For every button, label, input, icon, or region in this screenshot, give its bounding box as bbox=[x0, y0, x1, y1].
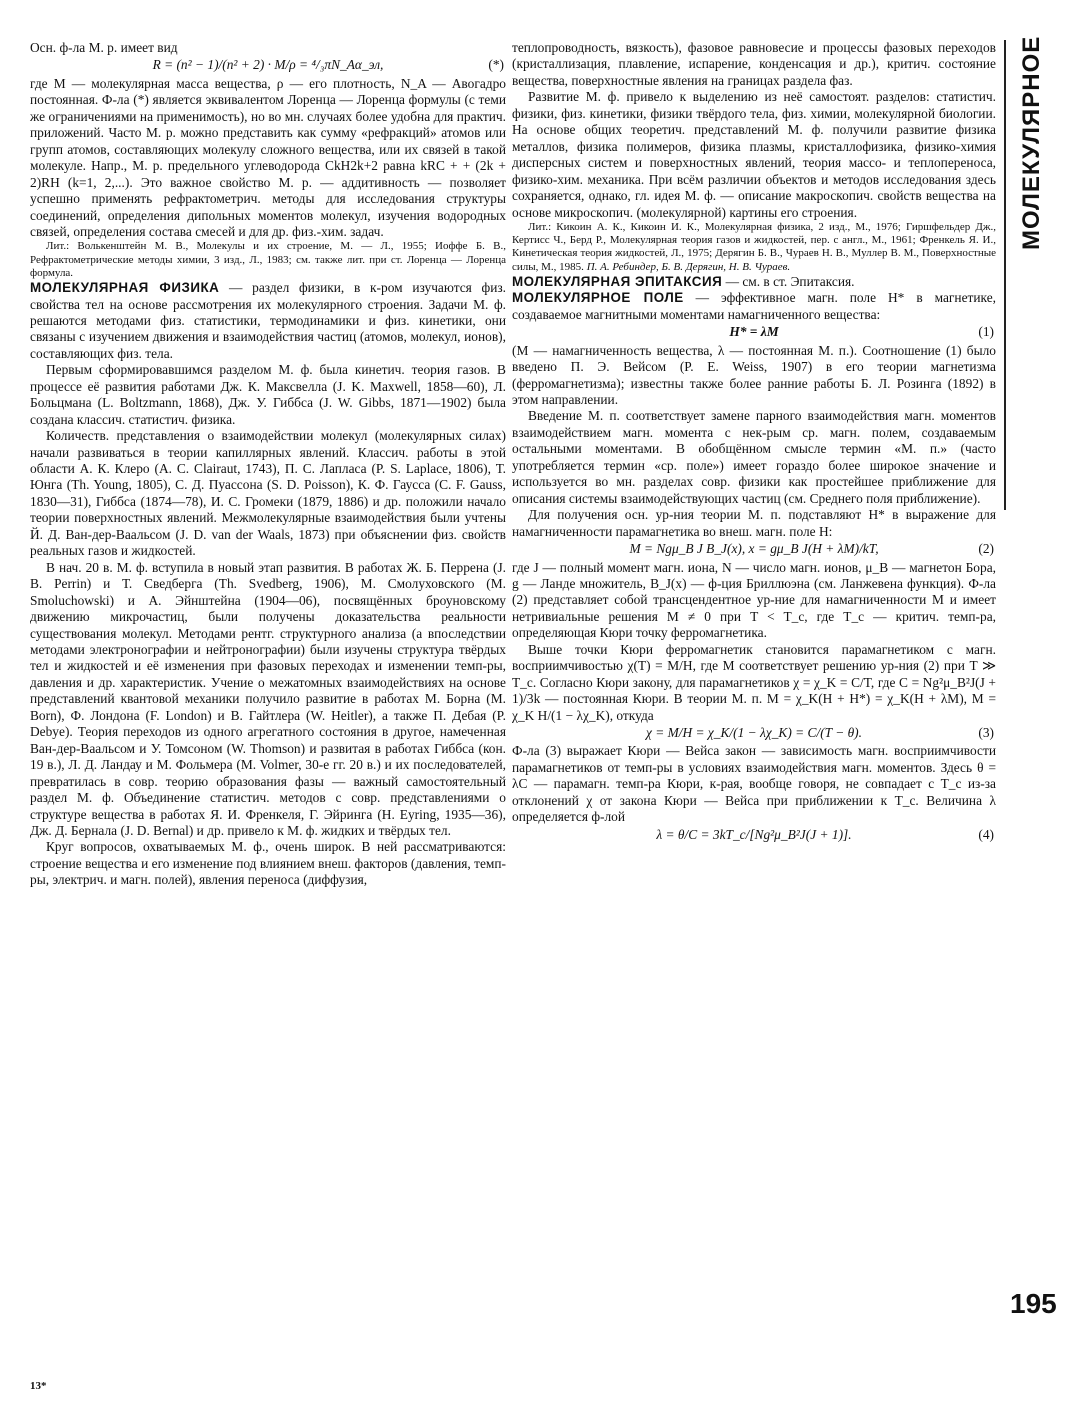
formula-refraction bbox=[30, 57, 506, 73]
paragraph-weiss: (M — намагниченность вещества, λ — постоянная М. п.). Соотношение (1) было введено П. Э. Вейсом (P. E. Weiss, 1907) в его теории магнетизма (ферромагнетизма); известны также более ранние работы Б. Л. Розинга (1892) в этом направлении. bbox=[512, 342, 996, 407]
paragraph-20th-century: В нач. 20 в. М. ф. вступила в новый этап развития. В работах Ж. Б. Перрена (J. B. Perrin) и Т. Сведберга (Th. Svedberg, 1906), М. Смолуховского (M. Smoluchowski) и А. Эйнштейна (1904—06), посвящённых броуновскому движению микрочастиц, были получены доказательства реальности существования молекул. Методами рентг. структурного анализа (а впоследствии методами электронографии и нейтронографии) были изучены структура твёрдых тел и жидкостей и её изменения при фазовых переходах и изменении темп-ры, давления и др. характеристик. Учение о межатомных взаимодействиях на основе представлений квантовой механики получило развитие в работах М. Борна (M. Born), Ф. Лондона (F. London) и В. Гайтлера (W. Heitler), а также П. Дебая (P. Debye). Теория переходов из одного агрегатного состояния в другое, намеченная Ван-дер-Ваальсом и У. Томсоном (W. Thomson) и развитая в работах Гиббса (кон. 19 в.), Л. Д. Ландау и М. Фольмера (M. Volmer, 30-е гг. 20 в.) и их последователей, превратилась в совр. теорию образования фазы — важный самостоятельный раздел М. ф. Объединение статистич. методов с совр. представлениями о структуре вещества в работах Я. И. Френкеля, Г. Эйринга (H. Eyring, 1935—36), Дж. Д. Бернала (J. D. Bernal) и др. привело к М. ф. жидких и твёрдых тел. bbox=[30, 559, 506, 838]
paragraph-molecular-physics-def: — раздел физики, в к-ром изучаются физ. свойства тел на основе рассмотрения их молекулярного строения. Задачи М. ф. решаются методами физ. статистики, термодинамики и физ. кинетики, они связаны с изучением движения и взаимодействия частиц (атомов, молекул, ионов), составляющих физ. тела. bbox=[30, 280, 507, 361]
paragraph-curie-weiss: Ф-ла (3) выражает Кюри — Вейса закон — зависимость магн. восприимчивости парамагнетиков от темп-ры в условиях взаимодействия магн. моментов. Здесь θ = λC — парамагн. темп-ра Кюри, к-рая, вообще говоря, не совпадает с T_c из-за отклонений χ от закона Кюри — Вейса при приближении к T_c. Величина λ определяется ф-лой bbox=[512, 743, 996, 825]
literature-refraction: Лит.: Волькенштейн М. В., Молекулы и их строение, М. — Л., 1955; Иоффе Б. В., Рефрактометрические методы химии, 3 изд., Л., 1983; см. также лит. при ст. Лоренца — Лоренца формула. bbox=[30, 240, 506, 279]
formula-1-number: (1) bbox=[978, 324, 994, 340]
formula-3 bbox=[512, 725, 996, 741]
literature-molecular-physics bbox=[512, 221, 996, 274]
paragraph-refraction: где M — молекулярная масса вещества, ρ — его плотность, N_A — Авогадро постоянная. Ф-ла (*) является эквивалентом Лоренца — Лоренца формулы (с теми же ограничениями на применимость), но во мн. случаях более удобна для практич. приложений. Часто М. р. можно представить как сумму «рефракций» атомов или групп атомов, составляющих молекулу сложного вещества, или их связей в такой молекуле. Напр., М. р. предельного углеводорода CkH2k+2 равна kRC + + (2k + 2)RH (k=1, 2,...). Это важное свойство М. р. — аддитивность — позволяет успешно применять рефрактометрич. методы для исследования структуры соединений, определения дипольных моментов молекул, изучения водородных связей, определения состава смесей и для др. физ.-хим. задач. bbox=[30, 75, 506, 239]
running-head-title: МОЛЕКУЛЯРНОЕ bbox=[1018, 35, 1045, 250]
paragraph-scope-cont: теплопроводность, вязкость), фазовое равновесие и процессы фазовых переходов (кристаллизация, плавление, испарение, конденсация и др.), критич. состояние вещества, поверхностные явления на границах раздела фаз. bbox=[512, 40, 996, 88]
literature-list: Лит.: Кикоин А. К., Кикоин И. К., Молекулярная физика, 2 изд., М., 1976; Гиршфельдер Дж., Кертисс Ч., Берд Р., Молекулярная теория газов и жидкостей, пер. с англ., М., 1961; Френкель Я. И., Кинетическая теория жидкостей, Л., 1975; Дерягин Б. В., Чураев Н. В., Муллер В. М., Поверхностные силы, М., 1985. bbox=[512, 220, 996, 273]
entry-molecular-physics bbox=[30, 280, 506, 362]
paragraph-molecular-field-def: — эффективное магн. поле H* в магнетике, создаваемое магнитными моментами намагниченного вещества: bbox=[512, 290, 996, 322]
literature-authors: П. А. Ребиндер, Б. В. Дерягин, Н. В. Чураев. bbox=[586, 260, 791, 273]
intro-line: Осн. ф-ла М. р. имеет вид bbox=[30, 40, 178, 55]
formula-3-body: χ = M/H = χ_K/(1 − λχ_K) = C/(T − θ). bbox=[646, 725, 862, 741]
formula-1 bbox=[512, 324, 996, 340]
formula-4 bbox=[512, 827, 996, 843]
paragraph-basic-equation: Для получения осн. ур-ния теории М. п. подставляют H* в выражение для намагниченности парамагнетика во внеш. магн. поле H: bbox=[512, 507, 996, 539]
paragraph-curie-point: Выше точки Кюри ферромагнетик становится парамагнетиком с магн. восприимчивостью χ(T) = M/H, где M соответствует решению ур-ния (2) при T ≫ T_c. Согласно Кюри закону, для парамагнетиков χ = χ_K = C/T, где C = Ng²μ_B²J(J + 1)/3k — постоянная Кюри. В теории М. п. M = χ_K(H + H*) = χ_K(H + λM), M = χ_K H/(1 − λχ_K), откуда bbox=[512, 641, 996, 723]
paragraph-brillouin: где J — полный момент магн. иона, N — число магн. ионов, μ_B — магнетон Бора, g — Ланде множитель, B_J(x) — ф-ция Бриллюэна (см. Ланжевена функция). Ф-ла (2) представляет собой трансцендентное ур-ние для намагниченности M и имеет нетривиальные решения M ≠ 0 при T < T_c, где T_c — критич. темп-ра, определяющая Кюри точку ферромагнетика. bbox=[512, 559, 996, 641]
signature-mark: 13* bbox=[30, 1380, 47, 1392]
formula-refraction-body: R = (n² − 1)/(n² + 2) · M/ρ = ⁴/₃πN_Aα_эл, bbox=[152, 57, 384, 73]
formula-4-body: λ = θ/C = 3kT_c/[Ng²μ_B²J(J + 1)]. bbox=[656, 826, 852, 842]
paragraph-molecular-forces: Количеств. представления о взаимодействии молекул (молекулярных силах) начали развиваться в теории капиллярных явлений. Классич. работы в этой области А. К. Клеро (A. C. Clairaut, 1743), П. С. Лапласа (P. S. Laplace, 1806), Т. Юнга (Th. Young, 1805), С. Д. Пуассона (S. D. Poisson), К. Ф. Гаусса (C. F. Gauss, 1830—31), Гиббса (1874—78), И. С. Громеки (1879, 1886) и др. положили начало теории поверхностных явлений. Межмолекулярные взаимодействия были учтены Й. Д. Ван-дер-Ваальсом (J. D. van der Waals, 1873) при объяснении физ. свойств реальных газов и жидкостей. bbox=[30, 428, 506, 559]
formula-refraction-number: (*) bbox=[488, 57, 504, 73]
heading-molecular-epitaxy: МОЛЕКУЛЯРНАЯ ЭПИТАКСИЯ bbox=[512, 273, 723, 289]
formula-2-number: (2) bbox=[978, 541, 994, 557]
formula-2 bbox=[512, 541, 996, 557]
heading-molecular-field: МОЛЕКУЛЯРНОЕ ПОЛЕ bbox=[512, 290, 684, 306]
paragraph-mean-field: Введение М. п. соответствует замене парного взаимодействия магн. моментов взаимодействием магн. момента с нек-рым ср. магн. полем, создаваемым остальными моментами. В обобщённом смысле термин «М. п.» (часто употребляется термин «ср. поле») имеет гораздо более широкое значение и используется во мн. разделах совр. физики как простейшее приближение для описания системы взаимодействующих частиц (см. Среднего поля приближение). bbox=[512, 408, 996, 506]
side-rule-divider bbox=[1004, 40, 1006, 510]
paragraph-epitaxy-ref: — см. в ст. Эпитаксия. bbox=[722, 273, 855, 289]
left-column bbox=[30, 40, 506, 889]
page-number: 195 bbox=[1010, 1288, 1057, 1319]
entry-molecular-epitaxy bbox=[512, 274, 996, 290]
formula-2-body: M = Ngμ_B J B_J(x), x = gμ_B J(H + λM)/kT, bbox=[629, 541, 879, 557]
formula-3-number: (3) bbox=[978, 725, 994, 741]
paragraph-scope: Круг вопросов, охватываемых М. ф., очень широк. В ней рассматриваются: строение вещества и его изменение под влиянием внеш. факторов (давления, темп-ры, электрич. и магн. полей), явления переноса (диффузия, bbox=[30, 839, 506, 888]
formula-4-number: (4) bbox=[978, 826, 994, 842]
heading-molecular-physics: МОЛЕКУЛЯРНАЯ ФИЗИКА bbox=[30, 280, 220, 296]
entry-molecular-field bbox=[512, 290, 996, 323]
right-column bbox=[512, 40, 996, 845]
formula-1-body: H* = λM bbox=[729, 324, 779, 340]
paragraph-kinetic-theory: Первым сформировавшимся разделом М. ф. была кинетич. теория газов. В процессе её развития работами Дж. К. Максвелла (J. K. Maxwell, 1858—60), Л. Больцмана (L. Boltzmann, 1868), Дж. У. Гиббса (J. W. Gibbs, 1871—1902) была создана классич. статистич. физика. bbox=[30, 362, 506, 427]
paragraph-development: Развитие М. ф. привело к выделению из неё самостоят. разделов: статистич. физики, физ. кинетики, физики твёрдого тела, физ. химии, молекулярной биологии. На основе общих теоретич. представлений М. ф. получили развитие физика металлов, физика полимеров, физика плазмы, кристаллофизика, физико-химия дисперсных систем и поверхностных явлений, теория массо- и теплопереноса, физико-хим. механика. При всём различии объектов и методов исследования здесь сохраняется, однако, гл. идея М. ф. — описание макроскопич. свойств вещества на основе микроскопич. (молекулярной) картины его строения. bbox=[512, 89, 996, 220]
